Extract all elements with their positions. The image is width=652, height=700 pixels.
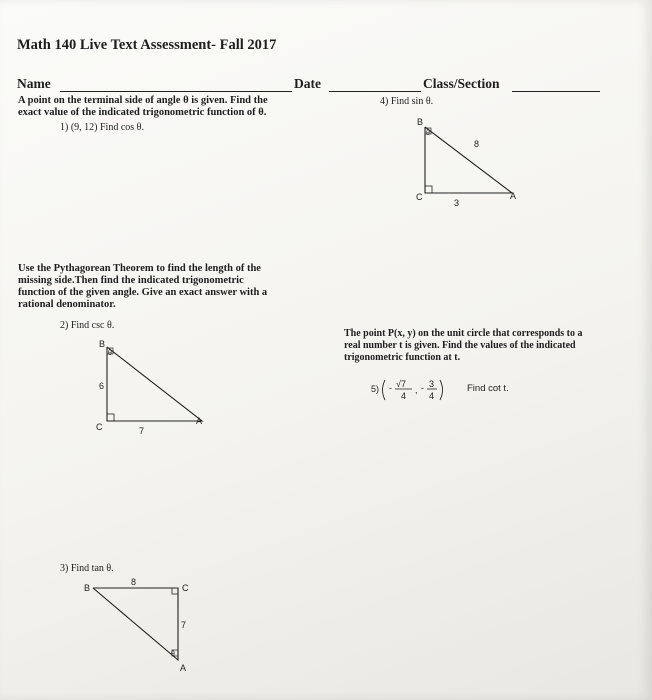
section1-instruction-line1: A point on the terminal side of angle θ is given. Find the (18, 95, 268, 106)
q5-y-numerator: 3 (429, 379, 435, 389)
question-2: 2) Find csc θ. (60, 320, 115, 331)
q3-label-top: 8 (131, 577, 137, 587)
section2-instruction-line3: function of the given angle. Give an exact answer with a (18, 287, 268, 298)
q5-number: 5) (371, 384, 380, 394)
q5-comma: , (415, 385, 418, 395)
q5-x-denominator: 4 (401, 391, 407, 401)
q3-label-c: C (182, 583, 189, 593)
q2-label-b: B (99, 339, 106, 349)
q2-label-a: A (196, 416, 203, 426)
question-3: 3) Find tan θ. (60, 563, 114, 574)
section1-instruction-line2: exact value of the indicated trigonometric function of θ. (18, 107, 267, 118)
page-title: Math 140 Live Text Assessment- Fall 2017 (17, 37, 277, 53)
q3-label-a: A (180, 663, 187, 673)
section2-instruction-line1: Use the Pythagorean Theorem to find the length of the (18, 263, 261, 274)
q2-triangle (96, 339, 202, 436)
q5-x-sign: - (389, 383, 392, 393)
question-1: 1) (9, 12) Find cos θ. (60, 122, 144, 133)
q3-triangle (84, 577, 189, 673)
q4-label-theta: θ (426, 130, 430, 137)
date-label: Date (294, 76, 321, 91)
section2-instruction-line4: rational denominator. (18, 299, 116, 310)
q5-find-cot: Find cot t. (467, 383, 509, 394)
q4-triangle (416, 117, 516, 208)
q2-label-base: 7 (139, 426, 145, 436)
class-section-label: Class/Section (423, 76, 500, 91)
q5-y-sign: - (421, 383, 424, 393)
q5-expression (371, 379, 509, 401)
q4-label-b: B (417, 117, 424, 127)
q5-x-numerator: √7 (396, 379, 406, 389)
question-4: 4) Find sin θ. (380, 96, 434, 107)
q2-label-theta: θ (108, 350, 112, 357)
section3-instruction-line3: trigonometric function at t. (344, 352, 461, 363)
q2-label-leg: 6 (99, 381, 105, 391)
q3-label-theta: θ (171, 651, 175, 658)
section3-instruction-line1: The point P(x, y) on the unit circle that corresponds to a (344, 328, 583, 339)
q5-y-denominator: 4 (429, 391, 435, 401)
q3-label-b: B (84, 583, 91, 593)
q4-label-base: 3 (454, 198, 460, 208)
q4-label-hyp: 8 (474, 139, 480, 149)
section3-instruction-line2: real number t is given. Find the values of the indicated (344, 340, 576, 351)
name-label: Name (17, 76, 51, 91)
q3-label-side: 7 (181, 620, 187, 630)
q2-label-c: C (96, 422, 103, 432)
section2-instruction-line2: missing side.Then find the indicated trigonometric (18, 275, 244, 286)
q4-label-a: A (510, 191, 517, 201)
q4-label-c: C (416, 192, 423, 202)
